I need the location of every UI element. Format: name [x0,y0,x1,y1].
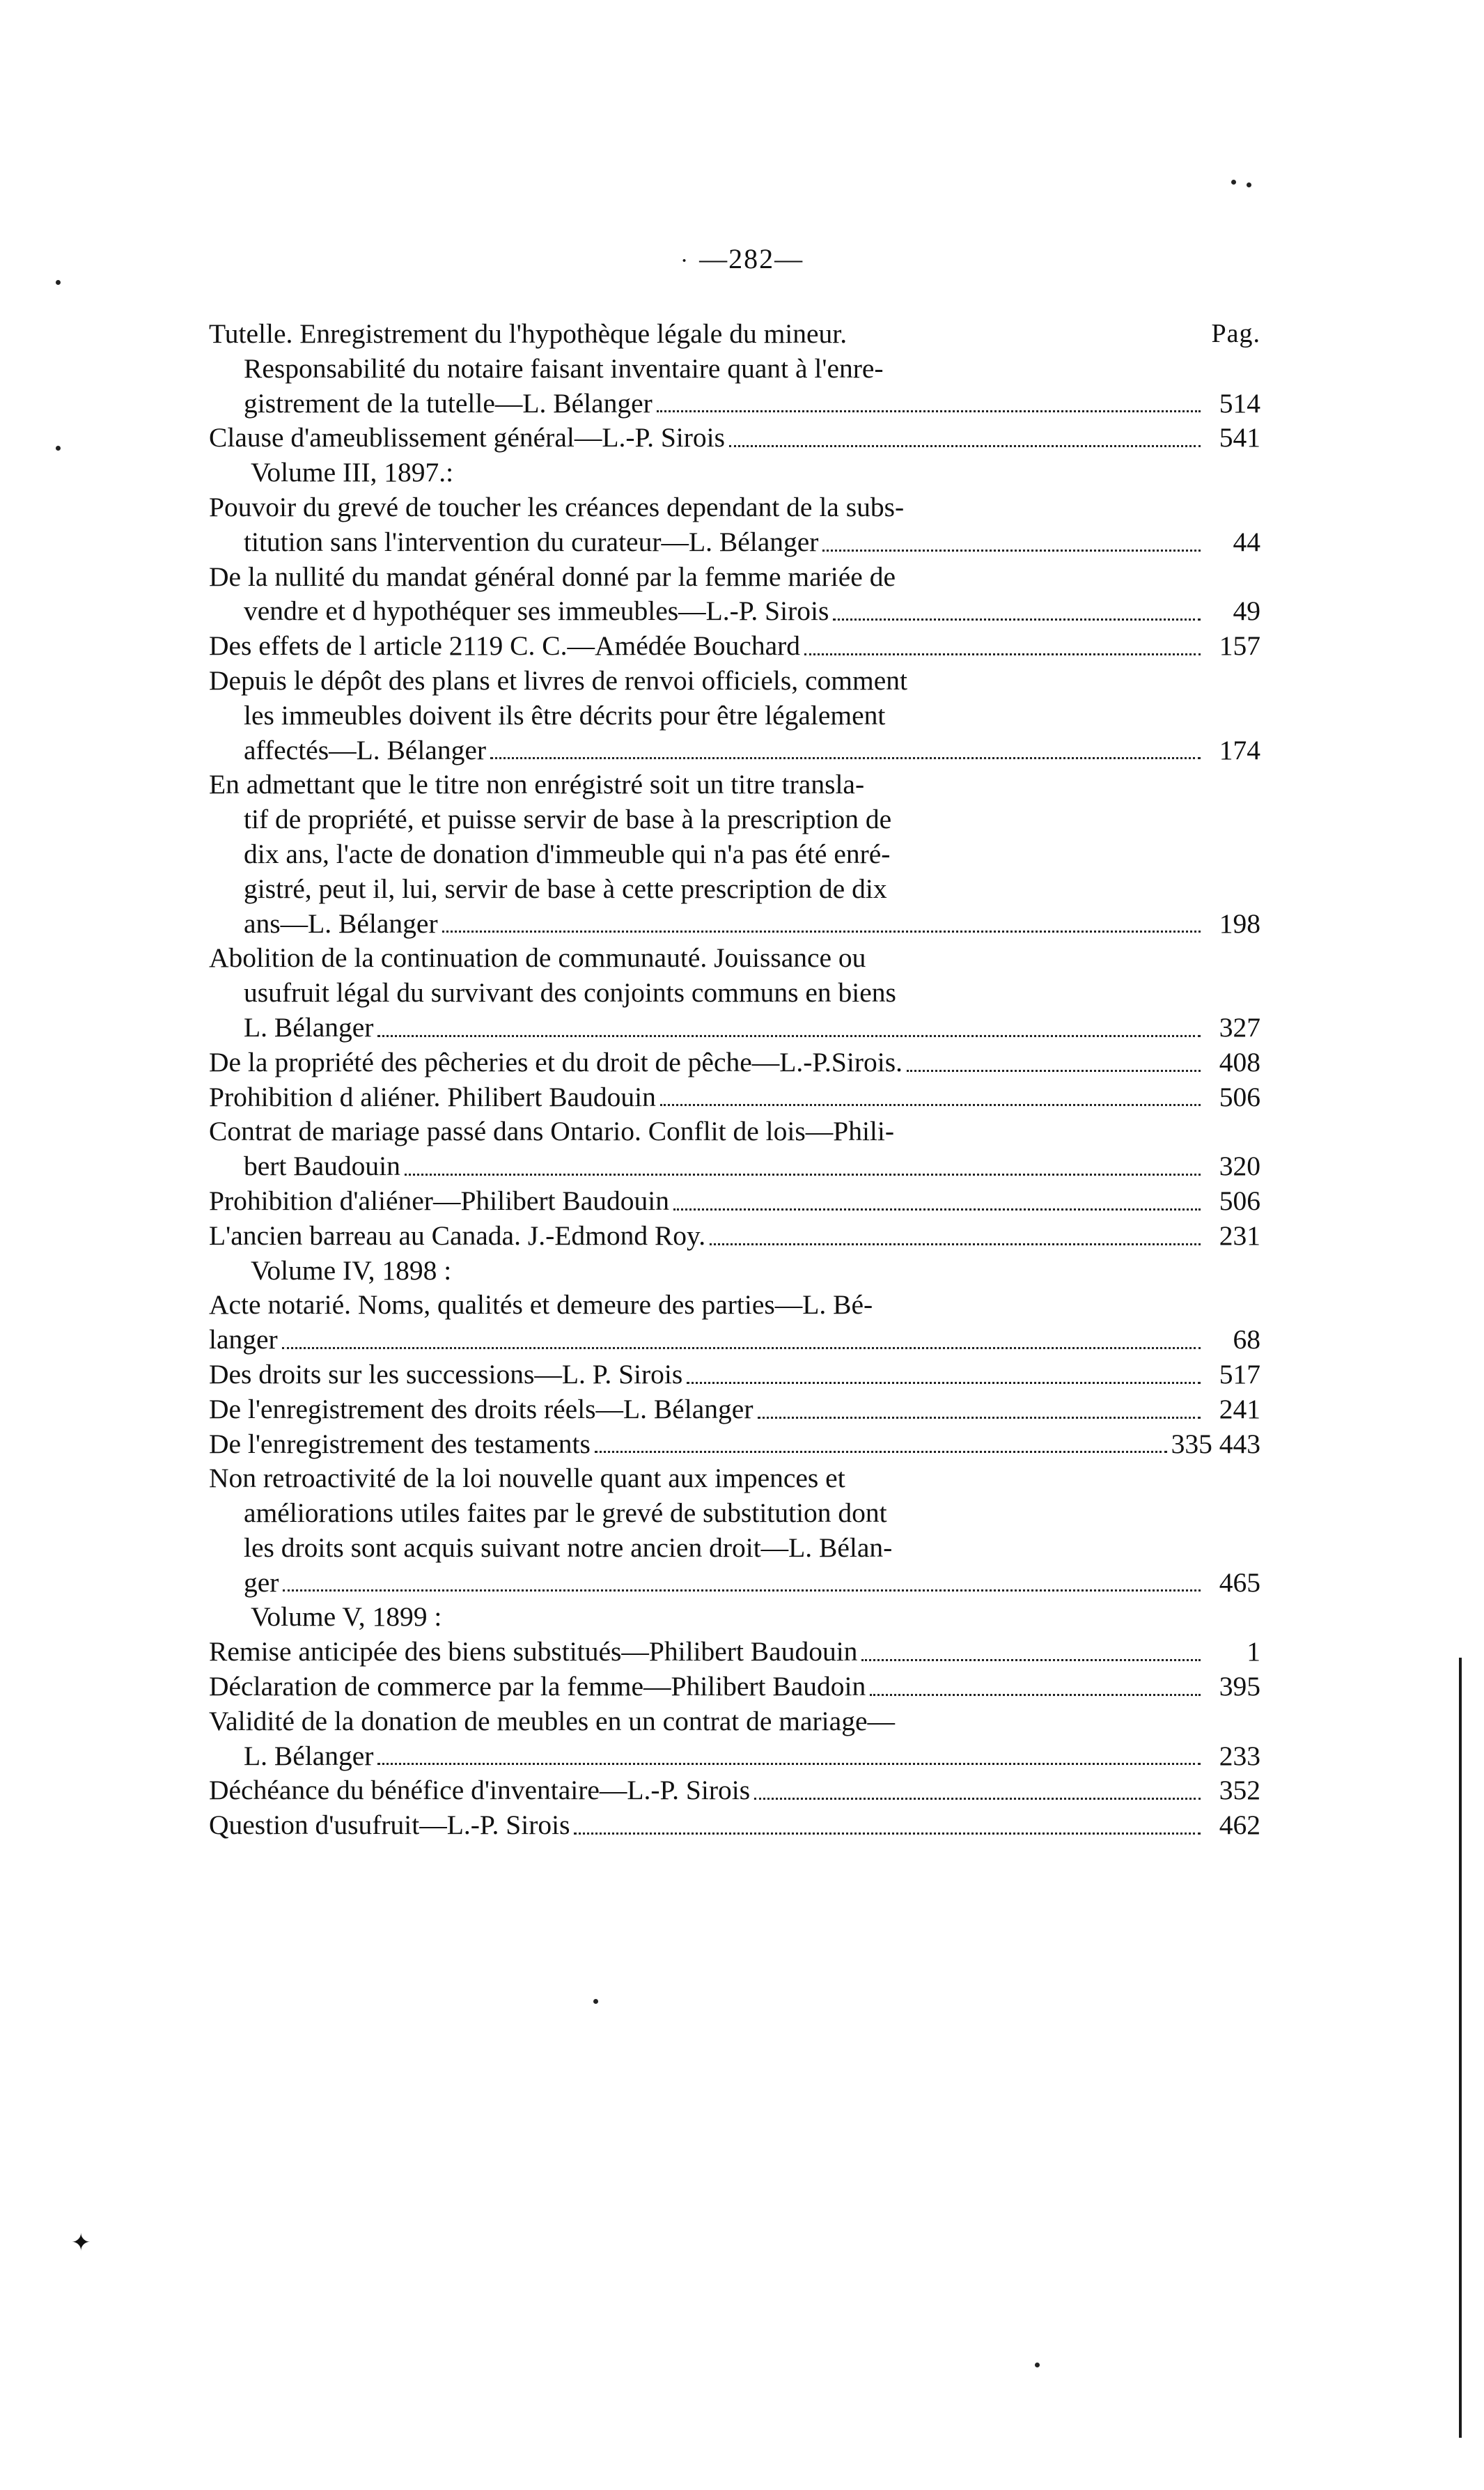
entry-text: affectés—L. Bélanger [244,734,487,765]
content-list [209,317,1260,1843]
index-entry-line [209,1219,1260,1254]
index-entry-line [209,1496,1260,1531]
index-entry-line [209,1808,1260,1843]
dot-leader [804,653,1201,655]
entry-text: bert Baudouin [244,1151,400,1182]
dot-leader [283,1589,1201,1592]
volume-heading [209,456,1260,490]
entry-page-number: 1 [1247,1636,1260,1667]
entry-text: ans—L. Bélanger [244,908,438,939]
entry-text: tif de propriété, et puisse servir de base à la prescription de [244,804,892,835]
dot-leader [660,1104,1201,1106]
entry-text: Prohibition d aliéner. Philibert Baudouin [209,1081,656,1112]
entry-page-number: 506 [1219,1081,1260,1112]
index-entry-line [209,1045,1260,1080]
entry-page-number: 462 [1219,1810,1260,1841]
entry-text: De la propriété des pêcheries et du droit de pêche—L.-P.Sirois. [209,1046,903,1077]
index-entry-line [209,1114,1260,1149]
index-entry-line [209,1773,1260,1808]
dot-leader [861,1659,1201,1661]
entry-page-number: 44 [1233,526,1260,557]
index-entry-line [209,1357,1260,1392]
index-entry-line [209,733,1260,768]
index-entry-line [209,629,1260,664]
dot-mark: · [680,248,690,274]
dot-leader [595,1451,1167,1453]
index-entry-line [209,490,1260,525]
dot-leader [754,1798,1201,1800]
volume-heading [209,1600,1260,1635]
entry-text: L. Bélanger [244,1740,374,1771]
entry-text: Non retroactivité de la loi nouvelle quant aux impences et [209,1463,845,1494]
entry-text: usufruit légal du survivant des conjoints communs en biens [244,977,896,1009]
entry-text: ger [244,1566,279,1598]
entry-text: Pouvoir du grevé de toucher les créances dependant de la subs- [209,491,905,522]
dot-leader [710,1243,1201,1245]
index-entry-line [209,1635,1260,1670]
entry-text: Des droits sur les successions—L. P. Sirois [209,1358,683,1390]
index-entry-line [209,1184,1260,1219]
entry-text: dix ans, l'acte de donation d'immeuble qui n'a pas été enré- [244,838,891,869]
entry-text: Question d'usufruit—L.-P. Sirois [209,1810,570,1841]
dot-leader [377,1763,1201,1765]
entry-text: langer [209,1324,278,1355]
dot-leader [490,757,1201,759]
entry-text: Prohibition d'aliéner—Philibert Baudouin [209,1185,669,1216]
page-column-header: Pag. [1211,319,1260,348]
dot-leader [282,1347,1201,1349]
index-entry-line [209,1149,1260,1184]
entry-text: L'ancien barreau au Canada. J.-Edmond Roy. [209,1220,706,1251]
dot-leader [377,1035,1201,1037]
index-entry-line [209,1323,1260,1357]
index-entry-line [209,1531,1260,1566]
index-entry-line [209,872,1260,907]
dot-leader [822,550,1201,552]
entry-text: De la nullité du mandat général donné par la femme mariée de [209,561,896,592]
speck [1231,180,1236,185]
speck [56,446,61,451]
entry-page-number: 327 [1219,1011,1260,1043]
speck [56,280,61,285]
index-entry-line [209,1392,1260,1427]
entry-page-number: 320 [1219,1151,1260,1182]
index-entry-line [209,525,1260,560]
index-entry-line [209,907,1260,942]
page-edge-rule [1459,1658,1462,2438]
index-entry-line [209,1704,1260,1739]
entry-text: gistré, peut il, lui, servir de base à cette prescription de dix [244,873,887,904]
entry-text: De l'enregistrement des testaments [209,1428,591,1459]
entry-text: Déchéance du bénéfice d'inventaire—L.-P. Sirois [209,1775,751,1806]
index-entry-line [209,421,1260,456]
entry-text: L. Bélanger [244,1011,374,1043]
entry-page-number: 514 [1219,387,1260,419]
index-entry-line [209,560,1260,595]
index-entry-line [209,664,1260,699]
entry-page-number: 157 [1219,630,1260,662]
index-entry-line [209,317,1260,352]
dot-leader [729,445,1201,447]
index-entry-line [209,1080,1260,1115]
entry-text: Abolition de la continuation de communauté. Jouissance ou [209,942,866,974]
entry-page-number: 352 [1219,1775,1260,1806]
dot-leader [907,1070,1201,1072]
index-entry-line [209,387,1260,421]
entry-page-number: 541 [1219,422,1260,453]
dot-leader [657,410,1201,412]
dot-leader [758,1417,1201,1419]
index-entry-line [209,1011,1260,1045]
entry-text: Acte notarié. Noms, qualités et demeure des parties—L. Bé- [209,1289,873,1321]
entry-text: En admettant que le titre non enrégistré soit un titre transla- [209,769,865,800]
entry-text: améliorations utiles faites par le grevé de substitution dont [244,1497,887,1529]
entry-page-number: 517 [1219,1358,1260,1390]
entry-page-number: 68 [1233,1324,1260,1355]
entry-text: les immeubles doivent ils être décrits pour être légalement [244,699,886,731]
volume-heading-text: Volume IV, 1898 : [251,1254,452,1286]
dot-leader [870,1694,1201,1696]
entry-page-number: 465 [1219,1566,1260,1598]
entry-text: Des effets de l article 2119 C. C.—Amédée Bouchard [209,630,800,662]
entry-page-number: 174 [1219,734,1260,765]
entry-text: gistrement de la tutelle—L. Bélanger [244,387,653,419]
speck [1035,2363,1040,2367]
entry-page-number: 408 [1219,1046,1260,1077]
index-entry-line [209,837,1260,872]
dot-leader [442,931,1201,933]
index-entry-line [209,1670,1260,1704]
entry-page-number: 233 [1219,1740,1260,1771]
index-entry-line [209,699,1260,733]
speck [1247,182,1251,187]
entry-text: Clause d'ameublissement général—L.-P. Sirois [209,422,726,453]
entry-text: titution sans l'intervention du curateur—L. Bélanger [244,526,819,557]
dot-leader [673,1208,1201,1211]
speck [593,1999,598,2004]
entry-page-number: 506 [1219,1185,1260,1216]
index-entry-line [209,1427,1260,1462]
volume-heading [209,1254,1260,1289]
index-entry-line [209,802,1260,837]
dot-leader [687,1382,1201,1384]
page-number-text: —282— [699,243,804,274]
entry-page-number: 231 [1219,1220,1260,1251]
entry-text: vendre et d hypothéquer ses immeubles—L.-P. Sirois [244,596,829,627]
entry-text: Tutelle. Enregistrement du l'hypothèque légale du mineur. [209,318,848,349]
index-entry-line [209,768,1260,802]
index-entry-line [209,941,1260,976]
entry-text: les droits sont acquis suivant notre ancien droit—L. Bélan- [244,1532,893,1563]
index-entry-line [209,1739,1260,1774]
index-entry-line [209,1288,1260,1323]
entry-page-number: 335 443 [1171,1428,1260,1459]
entry-text: Depuis le dépôt des plans et livres de renvoi officiels, comment [209,664,907,696]
entry-page-number: 49 [1233,596,1260,627]
entry-text: Validité de la donation de meubles en un contrat de mariage— [209,1705,895,1736]
index-entry-line [209,1566,1260,1601]
entry-page-number: 241 [1219,1393,1260,1424]
entry-text: Déclaration de commerce par la femme—Philibert Baudoin [209,1671,866,1702]
entry-text: Remise anticipée des biens substitués—Philibert Baudouin [209,1636,858,1667]
dot-leader [405,1174,1201,1176]
entry-text: Contrat de mariage passé dans Ontario. Conflit de lois—Phili- [209,1116,895,1147]
entry-page-number: 198 [1219,908,1260,939]
page-number [0,242,1484,275]
dot-leader [833,618,1201,621]
volume-heading-text: Volume III, 1897.: [251,457,454,488]
entry-text: Responsabilité du notaire faisant inventaire quant à l'enre- [244,352,884,384]
entry-page-number: 395 [1219,1671,1260,1702]
volume-heading-text: Volume V, 1899 : [251,1601,442,1633]
index-entry-line [209,352,1260,387]
entry-text: De l'enregistrement des droits réels—L. Bélanger [209,1393,753,1424]
index-entry-line [209,594,1260,629]
margin-mark: ✦ [71,2230,91,2256]
index-entry-line [209,976,1260,1011]
index-entry-line [209,1461,1260,1496]
dot-leader [574,1833,1201,1835]
